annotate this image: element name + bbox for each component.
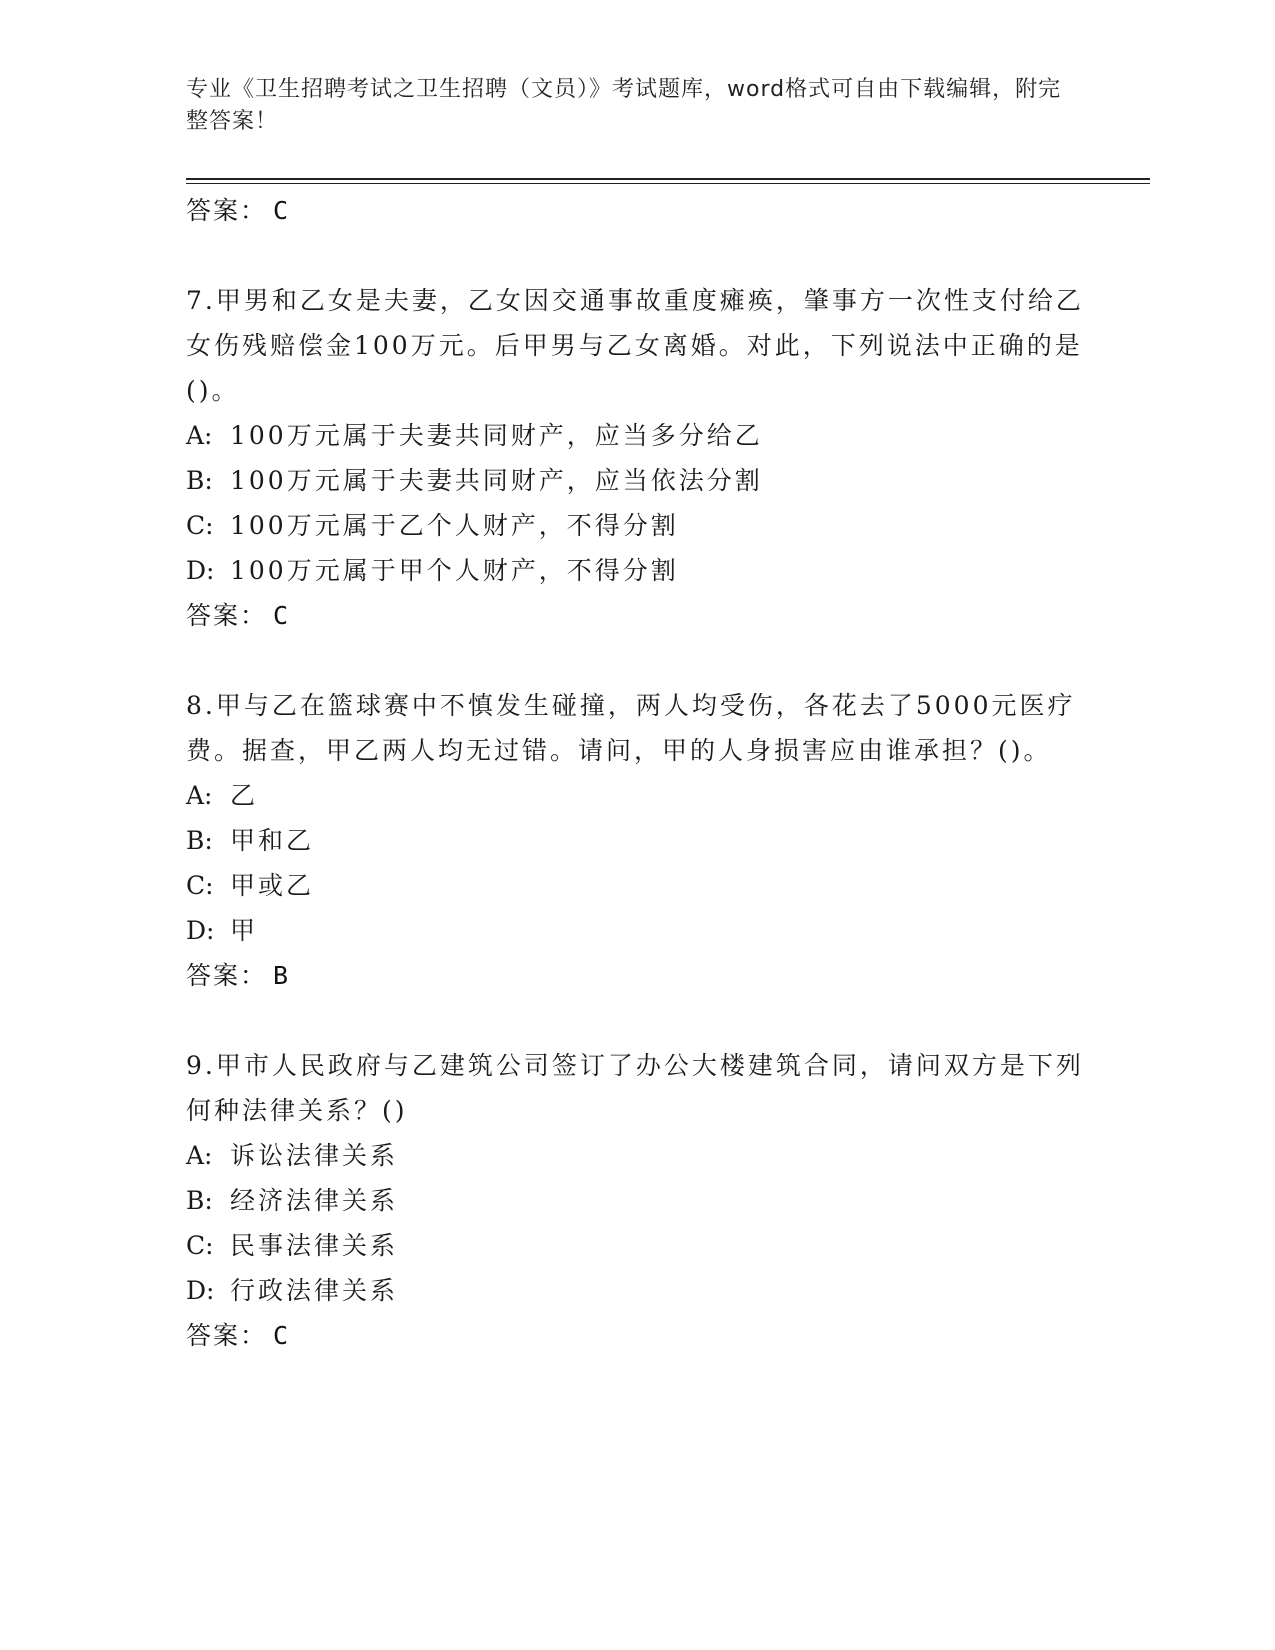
option-key: B:: [186, 826, 213, 855]
option-key: C:: [186, 1231, 214, 1260]
option-b: [186, 818, 1086, 863]
option-d: [186, 908, 1086, 953]
question-8: [186, 683, 1086, 999]
header-divider-thin: [186, 183, 1150, 184]
option-b: [186, 1178, 1086, 1223]
option-key: D:: [186, 556, 215, 585]
answer-label: 答案：: [186, 1321, 268, 1350]
question-stem: 9.甲市人民政府与乙建筑公司签订了办公大楼建筑合同，请问双方是下列何种法律关系？(): [186, 1051, 1084, 1125]
answer-value: C: [273, 601, 289, 630]
option-text: 诉讼法律关系: [230, 1141, 399, 1170]
option-text: 100万元属于乙个人财产，不得分割: [230, 511, 679, 540]
answer-value: B: [273, 961, 289, 990]
answer-label: 答案：: [186, 196, 268, 225]
option-a: [186, 1133, 1086, 1178]
answer-value: C: [273, 196, 289, 225]
answer-line: [186, 953, 1086, 999]
option-d: [186, 1268, 1086, 1313]
answer-label: 答案：: [186, 601, 268, 630]
option-text: 民事法律关系: [230, 1231, 399, 1260]
option-key: C:: [186, 511, 214, 540]
option-key: A:: [186, 781, 213, 810]
option-text: 经济法律关系: [230, 1186, 399, 1215]
option-key: D:: [186, 916, 215, 945]
option-b: [186, 458, 1086, 503]
header-divider-thick: [186, 178, 1150, 180]
option-d: [186, 548, 1086, 593]
option-text: 行政法律关系: [230, 1276, 399, 1305]
answer-line: [186, 1313, 1086, 1359]
option-text: 100万元属于甲个人财产，不得分割: [230, 556, 679, 585]
option-c: [186, 863, 1086, 908]
answer-line: [186, 593, 1086, 639]
option-c: [186, 1223, 1086, 1268]
option-key: C:: [186, 871, 214, 900]
answer-line: [186, 188, 1086, 234]
option-text: 甲和乙: [230, 826, 315, 855]
option-key: B:: [186, 466, 213, 495]
option-c: [186, 503, 1086, 548]
option-text: 100万元属于夫妻共同财产，应当依法分割: [230, 466, 763, 495]
question-9: [186, 1043, 1086, 1359]
answer-value: C: [273, 1321, 289, 1350]
option-key: A:: [186, 1141, 213, 1170]
question-content: [186, 188, 1086, 1359]
question-7: [186, 278, 1086, 639]
option-text: 甲或乙: [230, 871, 315, 900]
question-stem: 8.甲与乙在篮球赛中不慎发生碰撞，两人均受伤，各花去了5000元医疗费。据查，甲乙两人均无过错。请问，甲的人身损害应由谁承担？()。: [186, 691, 1076, 765]
answer-label: 答案：: [186, 961, 268, 990]
option-key: A:: [186, 421, 213, 450]
option-a: [186, 413, 1086, 458]
option-text: 甲: [230, 916, 259, 945]
option-a: [186, 773, 1086, 818]
question-stem: 7.甲男和乙女是夫妻，乙女因交通事故重度瘫痪，肇事方一次性支付给乙女伤残赔偿金100万元。后甲男与乙女离婚。对此，下列说法中正确的是()。: [186, 286, 1084, 405]
page-header: 专业《卫生招聘考试之卫生招聘（文员）》考试题库，word格式可自由下载编辑，附完整答案！: [186, 77, 1062, 134]
option-key: B:: [186, 1186, 213, 1215]
option-key: D:: [186, 1276, 215, 1305]
option-text: 乙: [230, 781, 259, 810]
option-text: 100万元属于夫妻共同财产，应当多分给乙: [230, 421, 763, 450]
